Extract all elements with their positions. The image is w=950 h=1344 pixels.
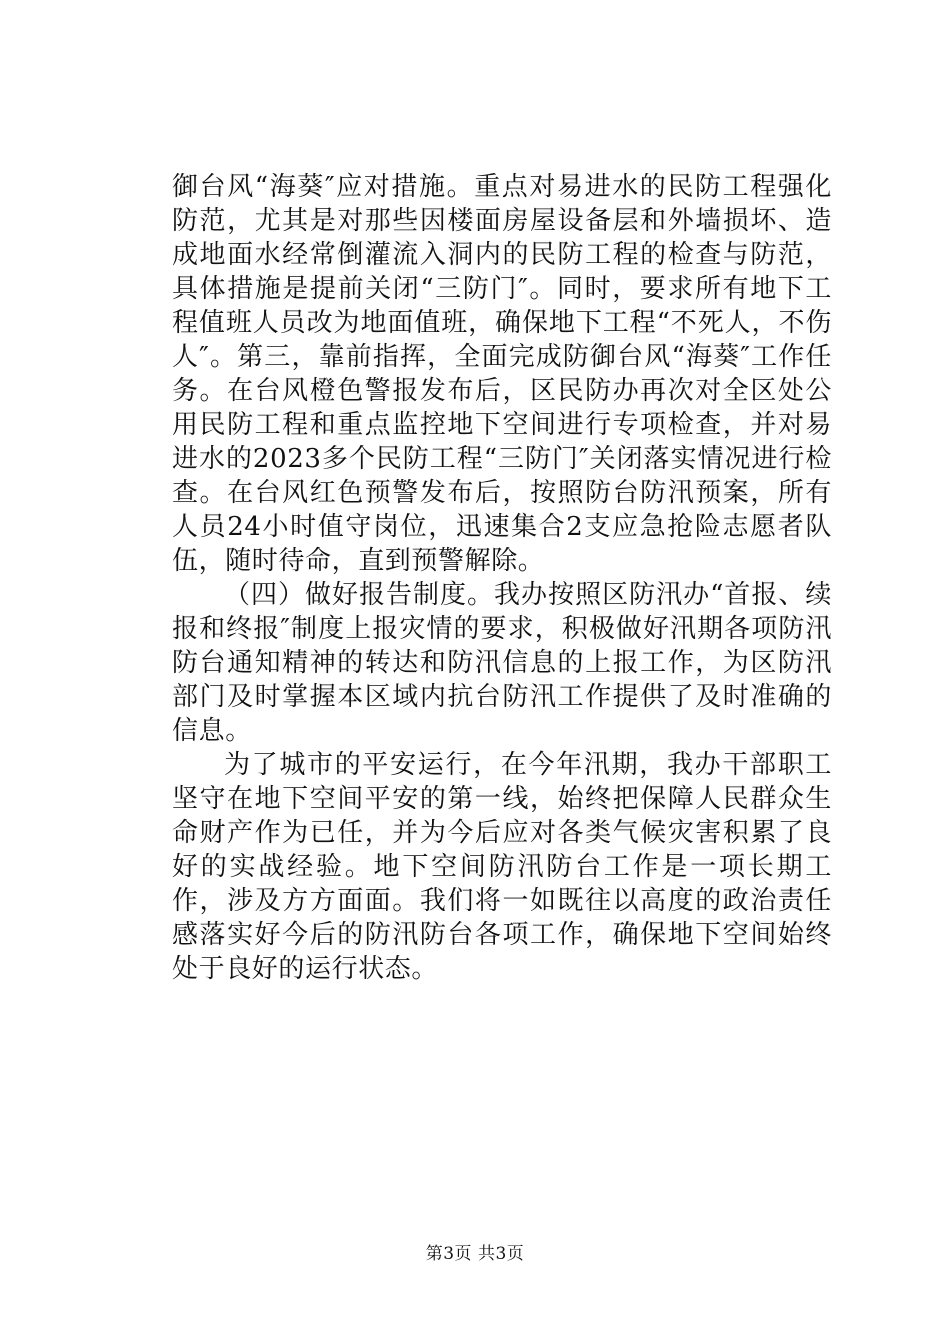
paragraph-reporting-system: （四）做好报告制度。我办按照区防汛办“首报、续报和终报″制度上报灾情的要求，积极做好汛期各项防汛防台通知精神的转达和防汛信息的上报工作，为区防汛部门及时掌握本区域内抗台防汛工作提供了及时准确的信息。: [172, 580, 832, 746]
paragraph-continued: 御台风“海葵″应对措施。重点对易进水的民防工程强化防范，尤其是对那些因楼面房屋设备层和外墙损坏、造成地面水经常倒灌流入洞内的民防工程的检查与防范，具体措施是提前关闭“三防门″。同时，要求所有地下工程值班人员改为地面值班，确保地下工程“不死人，不伤人″。第三，靠前指挥，全面完成防御台风“海葵″工作任务。在台风橙色警报发布后，区民防办再次对全区处公用民防工程和重点监控地下空间进行专项检查，并对易进水的2023多个民防工程“三防门″关闭落实情况进行检查。在台风红色预警发布后，按照防台防汛预案，所有人员24小时值守岗位，迅速集合2支应急抢险志愿者队伍，随时待命，直到预警解除。: [172, 172, 832, 576]
paragraph-conclusion: 为了城市的平安运行，在今年汛期，我办干部职工坚守在地下空间平安的第一线，始终把保障人民群众生命财产作为已任，并为今后应对各类气候灾害积累了良好的实战经验。地下空间防汛防台工作是一项长期工作，涉及方方面面。我们将一如既往以高度的政治责任感落实好今后的防汛防台各项工作，确保地下空间始终处于良好的运行状态。: [172, 750, 832, 984]
document-body: [172, 170, 832, 986]
page-number-footer: 第3页 共3页: [425, 1244, 525, 1264]
